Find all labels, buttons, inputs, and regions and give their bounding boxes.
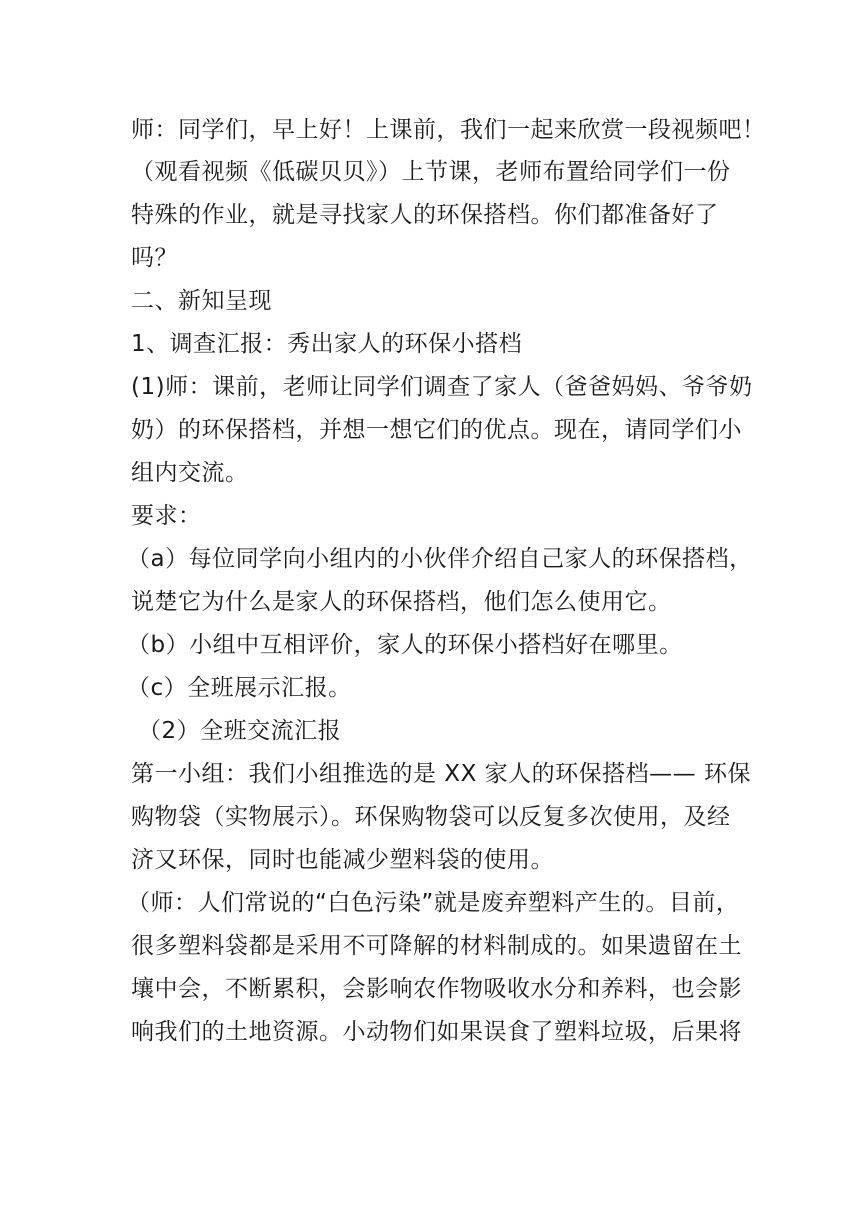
subsection-heading: 1、调查汇报：秀出家人的环保小搭档 <box>131 331 523 357</box>
text-line: 要求： <box>131 503 202 529</box>
text-line: 特殊的作业，就是寻找家人的环保搭档。你们都准备好了 <box>131 202 719 228</box>
text-line: 壤中会，不断累积，会影响农作物吸收水分和养料，也会影 <box>131 976 742 1002</box>
text-line: 响我们的土地资源。小动物们如果误食了塑料垃圾，后果将 <box>131 1019 742 1045</box>
text-line: 组内交流。 <box>131 460 249 486</box>
text-line: (1)师：课前，老师让同学们调查了家人（爸爸妈妈、爷爷奶 <box>131 374 753 400</box>
text-line: 购物袋（实物展示）。环保购物袋可以反复多次使用，及经 <box>131 804 731 830</box>
text-line: 第一小组：我们小组推选的是 XX 家人的环保搭档—— 环保 <box>131 761 751 787</box>
text-line: （观看视频《低碳贝贝》）上节课，老师布置给同学们一份 <box>131 159 731 185</box>
text-line: 奶）的环保搭档，并想一想它们的优点。现在，请同学们小 <box>131 417 742 443</box>
list-item: （c）全班展示汇报。 <box>127 675 352 701</box>
text-line: （师：人们常说的“白色污染”就是废弃塑料产生的。目前， <box>127 890 740 916</box>
text-line: 师：同学们，早上好！上课前，我们一起来欣赏一段视频吧！ <box>131 117 766 143</box>
section-heading: 二、新知呈现 <box>131 288 272 314</box>
list-item: （b）小组中互相评价，家人的环保小搭档好在哪里。 <box>127 632 683 658</box>
text-line: 吗？ <box>131 245 178 271</box>
text-line: 济又环保，同时也能减少塑料袋的使用。 <box>131 847 554 873</box>
text-line: 说楚它为什么是家人的环保搭档，他们怎么使用它。 <box>131 589 672 615</box>
list-item: （2）全班交流汇报 <box>138 718 342 744</box>
list-item: （a）每位同学向小组内的小伙伴介绍自己家人的环保搭档， <box>127 546 753 572</box>
text-line: 很多塑料袋都是采用不可降解的材料制成的。如果遗留在土 <box>131 933 742 959</box>
